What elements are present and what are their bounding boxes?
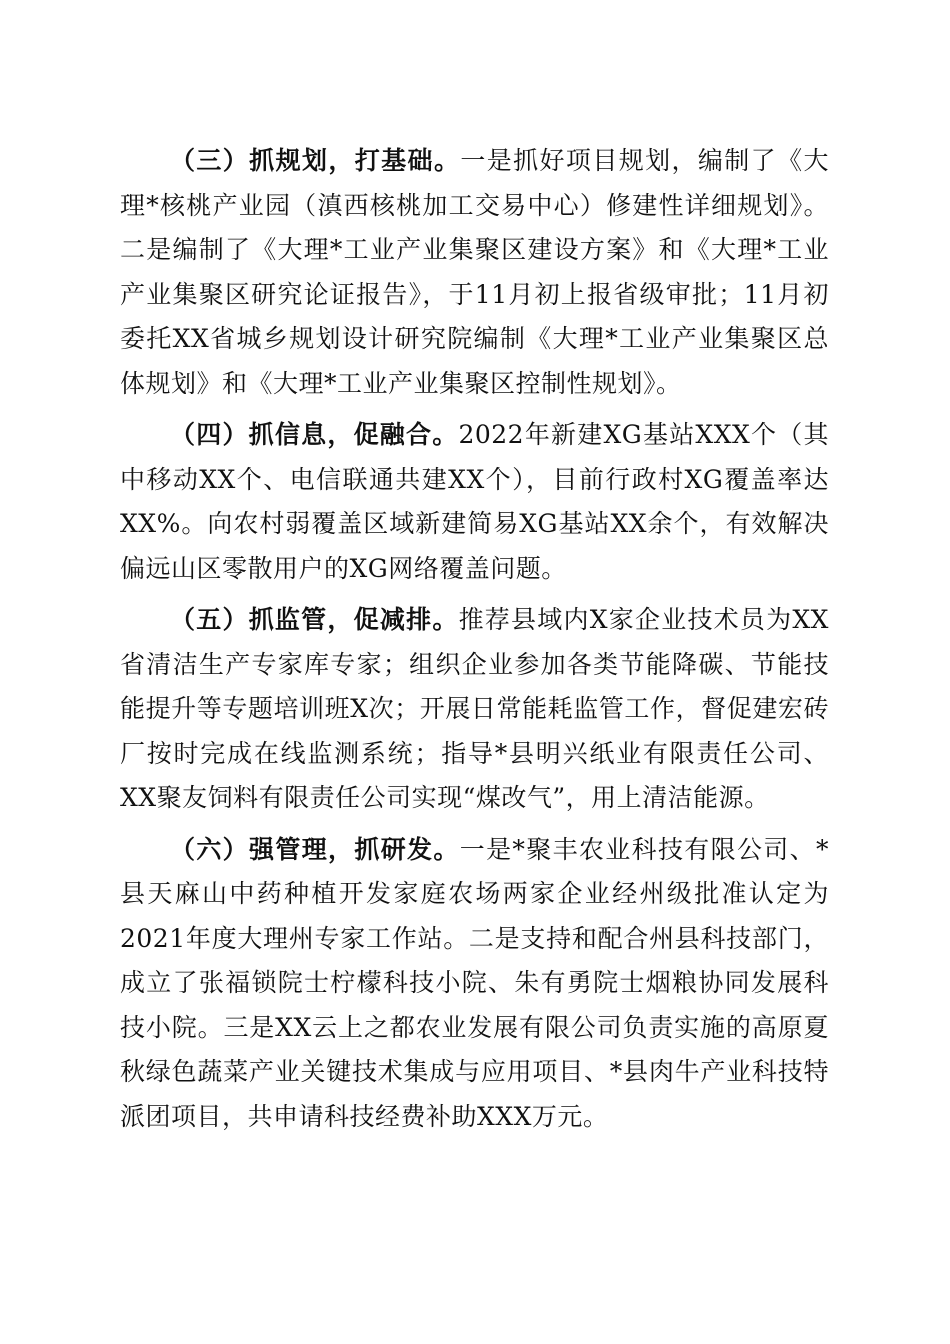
paragraph-heading: （六）强管理，抓研发。 [170,834,460,864]
paragraph-supervision [120,598,829,821]
paragraph-planning [120,139,829,406]
paragraph-information [120,413,829,591]
paragraph-research [120,828,829,1140]
paragraph-text: 推荐县域内X家企业技术员为XX省清洁生产专家库专家；组织企业参加各类节能降碳、节能技能提升等专题培训班X次；开展日常能耗监管工作，督促建宏砖厂按时完成在线监测系统；指导*县明兴纸业有限责任公司、XX聚友饲料有限责任公司实现“煤改气”，用上清洁能源。 [120,605,829,812]
paragraph-heading: （五）抓监管，促减排。 [170,605,459,634]
document-body [120,139,829,1146]
paragraph-text: 一是抓好项目规划，编制了《大理*核桃产业园（滇西核桃加工交易中心）修建性详细规划》。二是编制了《大理*工业产业集聚区建设方案》和《大理*工业产业集聚区研究论证报告》，于11月初上报省级审批；11月初委托XX省城乡规划设计研究院编制《大理*工业产业集聚区总体规划》和《大理*工业产业集聚区控制性规划》。 [120,146,829,398]
paragraph-heading: （四）抓信息，促融合。 [170,420,459,449]
paragraph-text: 2022年新建XG基站XXX个（其中移动XX个、电信联通共建XX个），目前行政村XG覆盖率达XX%。向农村弱覆盖区域新建简易XG基站XX余个，有效解决偏远山区零散用户的XG网络覆盖问题。 [120,420,829,583]
paragraph-text: 一是*聚丰农业科技有限公司、*县天麻山中药种植开发家庭农场两家企业经州级批准认定为2021年度大理州专家工作站。二是支持和配合州县科技部门，成立了张福锁院士柠檬科技小院、朱有勇院士烟粮协同发展科技小院。三是XX云上之都农业发展有限公司负责实施的高原夏秋绿色蔬菜产业关键技术集成与应用项目、*县肉牛产业科技特派团项目，共申请科技经费补助XXX万元。 [120,834,829,1131]
paragraph-heading: （三）抓规划，打基础。 [170,146,461,175]
